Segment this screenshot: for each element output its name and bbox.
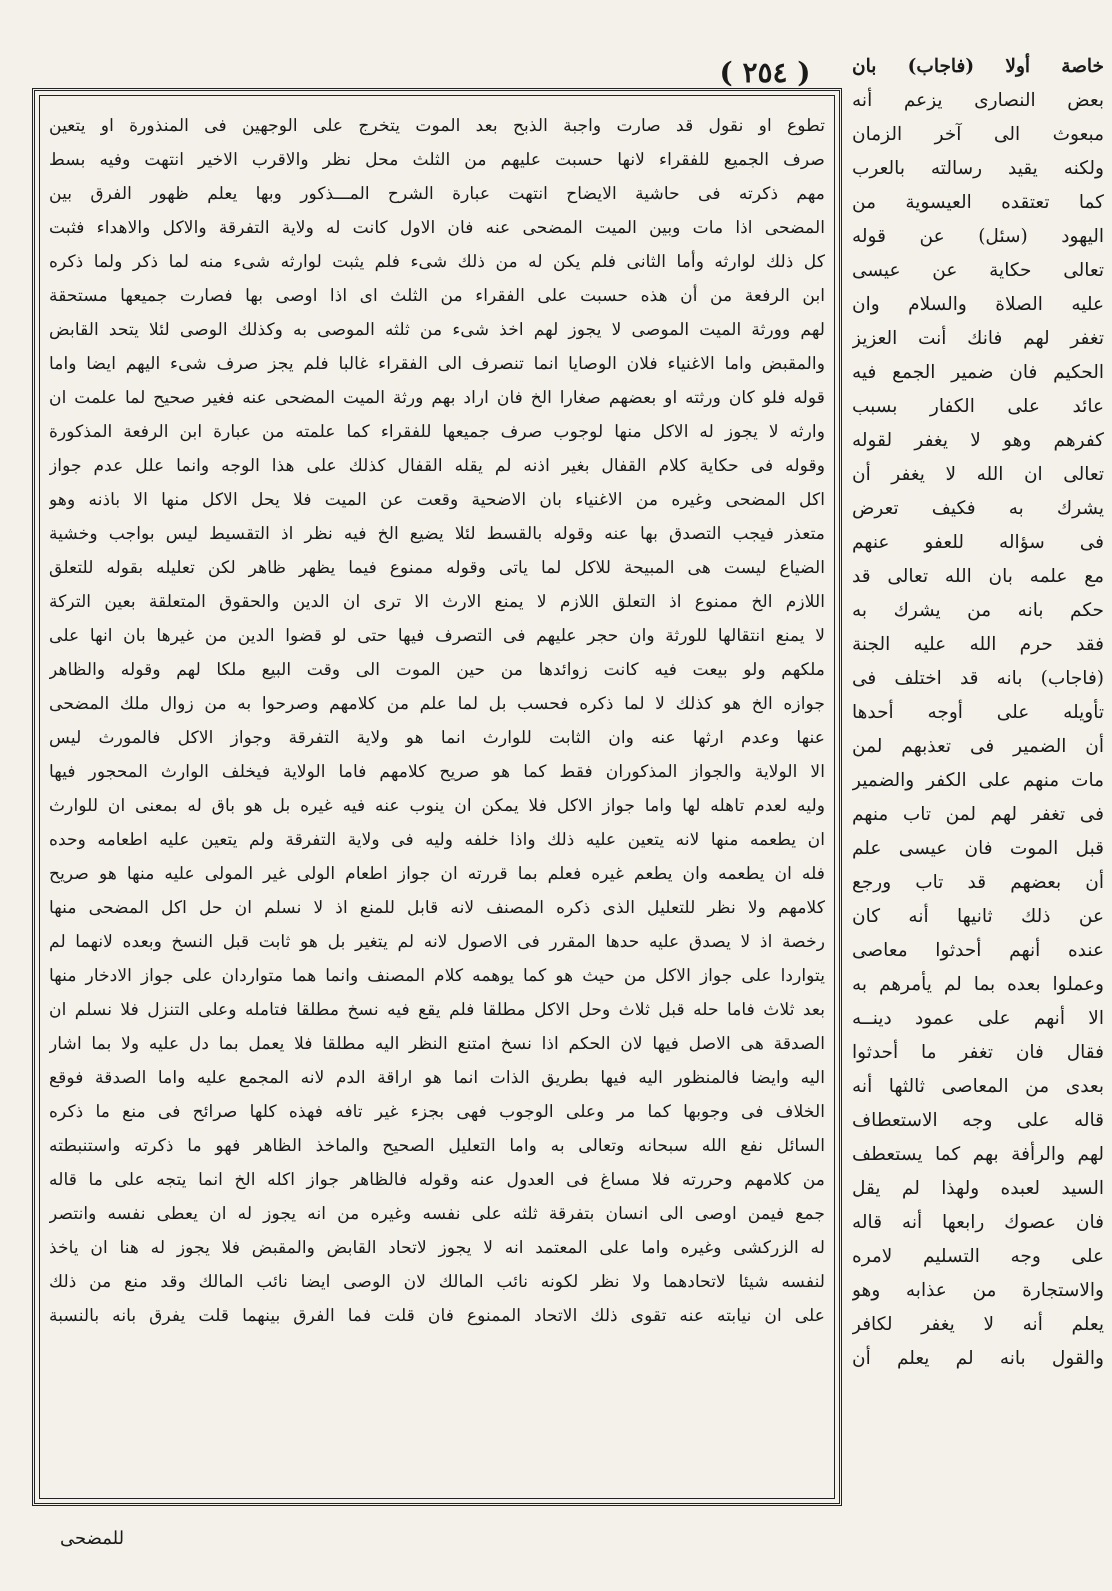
main-text-line: الصدقة هى الاصل فيها لان الحكم اذا نسخ امتنع النظر اليه مطلقا فلا يعمل بما دل عليه ولا بما اشار — [49, 1034, 825, 1054]
margin-text-line: الحكيم فان ضمير الجمع فيه — [852, 362, 1104, 383]
main-text-line: اكل المضحى وغيره من الاغنياء بان الاضحية وقعت عن الميت فلا يحل الاكل منها الا باذنه وهو — [49, 490, 825, 510]
main-text-line: السائل نفع الله سبحانه وتعالى به واما التعليل الصحيح والماخذ الظاهر فهو ما ذكرته واستنبطته — [49, 1136, 825, 1156]
margin-text-line: تأويله على أوجه أحدها — [852, 702, 1104, 723]
margin-text-line: الا أنهم على عمود دينــه — [852, 1008, 1104, 1029]
margin-text-line: فقال فان تغفر ما أحدثوا — [852, 1042, 1104, 1063]
main-text-line: فله ان يطعمه وان يطعم غيره فعلم بما قررته ان جواز اطعام الولى غير المولى عليه منها هو صريح — [49, 864, 825, 884]
main-text-line: رخصة اذ لا يصدق عليه حدها المقرر فى الاصول لانه لم يتغير بل هو ثابت قبل النسخ وبعده لانهما لم — [49, 932, 825, 952]
margin-text-line: قاله على وجه الاستعطاف — [852, 1110, 1104, 1131]
main-text-line: اليه وايضا فالمنظور اليه فيها بطريق الذات انما هو اراقة الدم لانه المجمع عليه واما الصدقة فوقع — [49, 1068, 825, 1088]
main-text-line: عنها وعدم ارثها عنه وان الثابت للوارث انما هو ولاية التفرقة وجواز الاكل فالمورث ليس — [49, 728, 825, 748]
main-text-line: ان يطعمه منها لانه يتعين عليه ذلك واذا خلفه وليه فى ولاية التفرقة ولم يتعين عليه اطعامه وحده — [49, 830, 825, 850]
page-number: ( ٢٥٤ ) — [719, 56, 811, 89]
margin-text-line: عائد على الكفار بسبب — [852, 396, 1104, 417]
margin-text-line: وعملوا بعده بما لم يأمرهم به — [852, 974, 1104, 995]
main-text-line: كلامهم ولا نظر للتعليل الذى ذكره المصنف لانه قابل للمنع اذ لا نسلم ان حل اكل المضحى منها — [49, 898, 825, 918]
main-text-line: تطوع او نقول قد صارت واجبة الذبح بعد الموت يتخرج على الوجهين فى المنذورة او يتعين — [49, 116, 825, 136]
main-text-line: يتواردا على جواز الاكل من حيث هو كما يوهمه كلام المصنف وانما هما متواردان على جواز الادخار منها — [49, 966, 825, 986]
main-text-line: جوازه الخ هو كذلك لا لما ذكره فحسب بل لما علم من كلامهم وصرحوا به من زوال ملك المضحى — [49, 694, 825, 714]
main-text-frame — [32, 88, 842, 1506]
margin-text-line: عليه الصلاة والسلام وان — [852, 294, 1104, 315]
main-text-line: لا يمنع انتقالها للورثة وان حجر عليهم فى التصرف فيها حتى لو قضوا الدين من غيرها بان انها على — [49, 626, 825, 646]
margin-text-line: على وجه التسليم لامره — [852, 1246, 1104, 1267]
main-text-line: ابن الرفعة من أن هذه حسبت على الفقراء من الثلث اى اذا اوصى بها فصارت جميعها مستحقة — [49, 286, 825, 306]
margin-text-line: يشرك به فكيف تعرض — [852, 498, 1104, 519]
margin-text-line: ولكنه يقيد رسالته بالعرب — [852, 158, 1104, 179]
main-text-line: الا الولاية والجواز المذكوران فقط كما هو صريح كلامهم فاما الولاية فيخلف الوارث المحجور فيها — [49, 762, 825, 782]
margin-text-line: تعالى ان الله لا يغفر أن — [852, 464, 1104, 485]
margin-text-line: مبعوث الى آخر الزمان — [852, 124, 1104, 145]
main-text-line: ملكهم ولو بيعت فيه كانت زوائدها من حين الموت الى وقت البيع ملكا لهم وقوله والظاهر — [49, 660, 825, 680]
main-text-line: متعذر فيجب التصدق بها عنه وقوله بالقسط لئلا يضيع الخ فيه نظر اذ التقسيط ليس بواجب وخشية — [49, 524, 825, 544]
main-text-line: اللازم الخ ممنوع اذ التعلق اللازم لا يمنع الارث الا ترى ان الدين والحقوق المتعلقة بعين التركة — [49, 592, 825, 612]
margin-heading: خاصة أولا (فاجاب) بان — [852, 56, 1104, 77]
margin-text-line: فى سؤاله للعفو عنهم — [852, 532, 1104, 553]
main-text-line: الخلاف فى وجوبها كما مر وعلى الوجوب فهى بجزء غير تافه فهذه كلها صرائح فى منع ما ذكره — [49, 1102, 825, 1122]
margin-text-line: السيد لعبده ولهذا لم يقل — [852, 1178, 1104, 1199]
margin-text-line: بعض النصارى يزعم أنه — [852, 90, 1104, 111]
main-text-line: من كلامهم وحررته فلا مساغ فى العدول عنه وقوله فالظاهر جواز اكله الخ انما يتجه على ما قاله — [49, 1170, 825, 1190]
margin-text-line: فان عصوك رابعها أنه قاله — [852, 1212, 1104, 1233]
main-text-line: قوله فلو كان ورثته او بعضهم صغارا الخ فان اراد بهم ورثة الميت المضحى عنه فغير صحيح لما علمت ان — [49, 388, 825, 408]
main-text-line: وقوله فى حكاية كلام القفال بغير اذنه لم يقله القفال كذلك على هذا الوجه وانما علل عدم جواز — [49, 456, 825, 476]
main-text-line: له الزركشى وغيره واما على المعتمد انه لا يجوز لاتحاد القابض والمقبض فلا يجوز له هنا ان ياخذ — [49, 1238, 825, 1258]
margin-text-line: تغفر لهم فانك أنت العزيز — [852, 328, 1104, 349]
margin-text-line: اليهود (سئل) عن قوله — [852, 226, 1104, 247]
margin-text-line: بعدى من المعاصى ثالثها أنه — [852, 1076, 1104, 1097]
main-text-line: المضحى اذا مات وبين الميت المضحى عنه فان الاول كانت له ولاية التفرقة والاكل والاهداء فثبت — [49, 218, 825, 238]
margin-text-line: تعالى حكاية عن عيسى — [852, 260, 1104, 281]
main-text-line: وليه لعدم تاهله لها واما جواز الاكل فلا يمكن ان ينوب عنه فيه غيره بل هو باق له بمعنى ان للوارث — [49, 796, 825, 816]
margin-text-line: لهم والرأفة بهم كما يستعطف — [852, 1144, 1104, 1165]
margin-lines — [852, 84, 1104, 1376]
main-text-line: بعد ثلاث فاما حله قبل ثلاث وحل الاكل مطلقا فلم يقع فيه نسخ مطلقا فتامله وعلى التنزل فلا نسلم ان — [49, 1000, 825, 1020]
margin-text-line: فى تغفر لهم لمن تاب منهم — [852, 804, 1104, 825]
main-text-line: صرف الجميع للفقراء لانها حسبت عليهم من الثلث محل نظر والاقرب الاخير انتهت وفيه بسط — [49, 150, 825, 170]
main-text-line: الضياع ليست هى المبيحة للاكل لما ياتى وقوله ممنوع فيما يظهر ظاهر لكن تعليله بقوله للتعلق — [49, 558, 825, 578]
margin-text-line: أن الضمير فى تعذبهم لمن — [852, 736, 1104, 757]
margin-text-line: أن بعضهم قد تاب ورجع — [852, 872, 1104, 893]
margin-text-line: عنده أنهم أحدثوا معاصى — [852, 940, 1104, 961]
main-text-line: على ان نيابته عنه تقوى ذلك الاتحاد الممنوع فان قلت فما الفرق بينهما قلت يفرق بانه بالنسبة — [49, 1306, 825, 1326]
margin-text-line: كما تعتقده العيسوية من — [852, 192, 1104, 213]
margin-text-line: والاستجارة من عذابه وهو — [852, 1280, 1104, 1301]
main-text-line: والمقبض واما الاغنياء فلان الوصايا انما تنصرف الى الفقراء غالبا فلم يجز صرف شىء اليهم ايضا واما — [49, 354, 825, 374]
catchword: للمضحى — [60, 1528, 125, 1549]
main-text-line: لهم وورثة الميت الموصى لا يجوز لهم اخذ شىء من ثلثه الموصى به وكذلك الوصى لئلا يتحد القابض — [49, 320, 825, 340]
main-text-line: مهم ذكرته فى حاشية الايضاح انتهت عبارة الشرح المـــذكور وبها يعلم ظهور الفرق بين — [49, 184, 825, 204]
margin-text-line: فقد حرم الله عليه الجنة — [852, 634, 1104, 655]
margin-text-line: مع علمه بان الله تعالى قد — [852, 566, 1104, 587]
margin-text-line: والقول بانه لم يعلم أن — [852, 1348, 1104, 1369]
main-text-line: جمع فيمن اوصى الى انسان بتفرقة ثلثه على نفسه وغيره من انه يجوز له ان يعطى نفسه وانتصر — [49, 1204, 825, 1224]
main-text — [49, 109, 825, 1333]
main-text-line: وارثه لا يجوز له الاكل منها لوجوب صرف جميعها للفقراء كما علمته من عبارة ابن الرفعة المذكورة — [49, 422, 825, 442]
margin-column — [852, 50, 1104, 1580]
margin-text-line: قبل الموت فان عيسى علم — [852, 838, 1104, 859]
margin-text-line: مات منهم على الكفر والضمير — [852, 770, 1104, 791]
margin-text-line: (فاجاب) بانه قد اختلف فى — [852, 668, 1104, 689]
margin-text-line: كفرهم وهو لا يغفر لقوله — [852, 430, 1104, 451]
margin-text-line: عن ذلك ثانيها أنه كان — [852, 906, 1104, 927]
margin-text-line: حكم بانه من يشرك به — [852, 600, 1104, 621]
main-text-line: كل ذلك لوارثه وأما الثانى فلم يكن له من ذلك شىء فلم يثبت لوارثه شىء منه لما ذكر ولما ذكره — [49, 252, 825, 272]
margin-text-line: يعلم أنه لا يغفر لكافر — [852, 1314, 1104, 1335]
main-text-line: لنفسه شيئا لاتحادهما ولا نظر لكونه نائب المالك لان الوصى ايضا نائب المالك وقد منع من ذلك — [49, 1272, 825, 1292]
